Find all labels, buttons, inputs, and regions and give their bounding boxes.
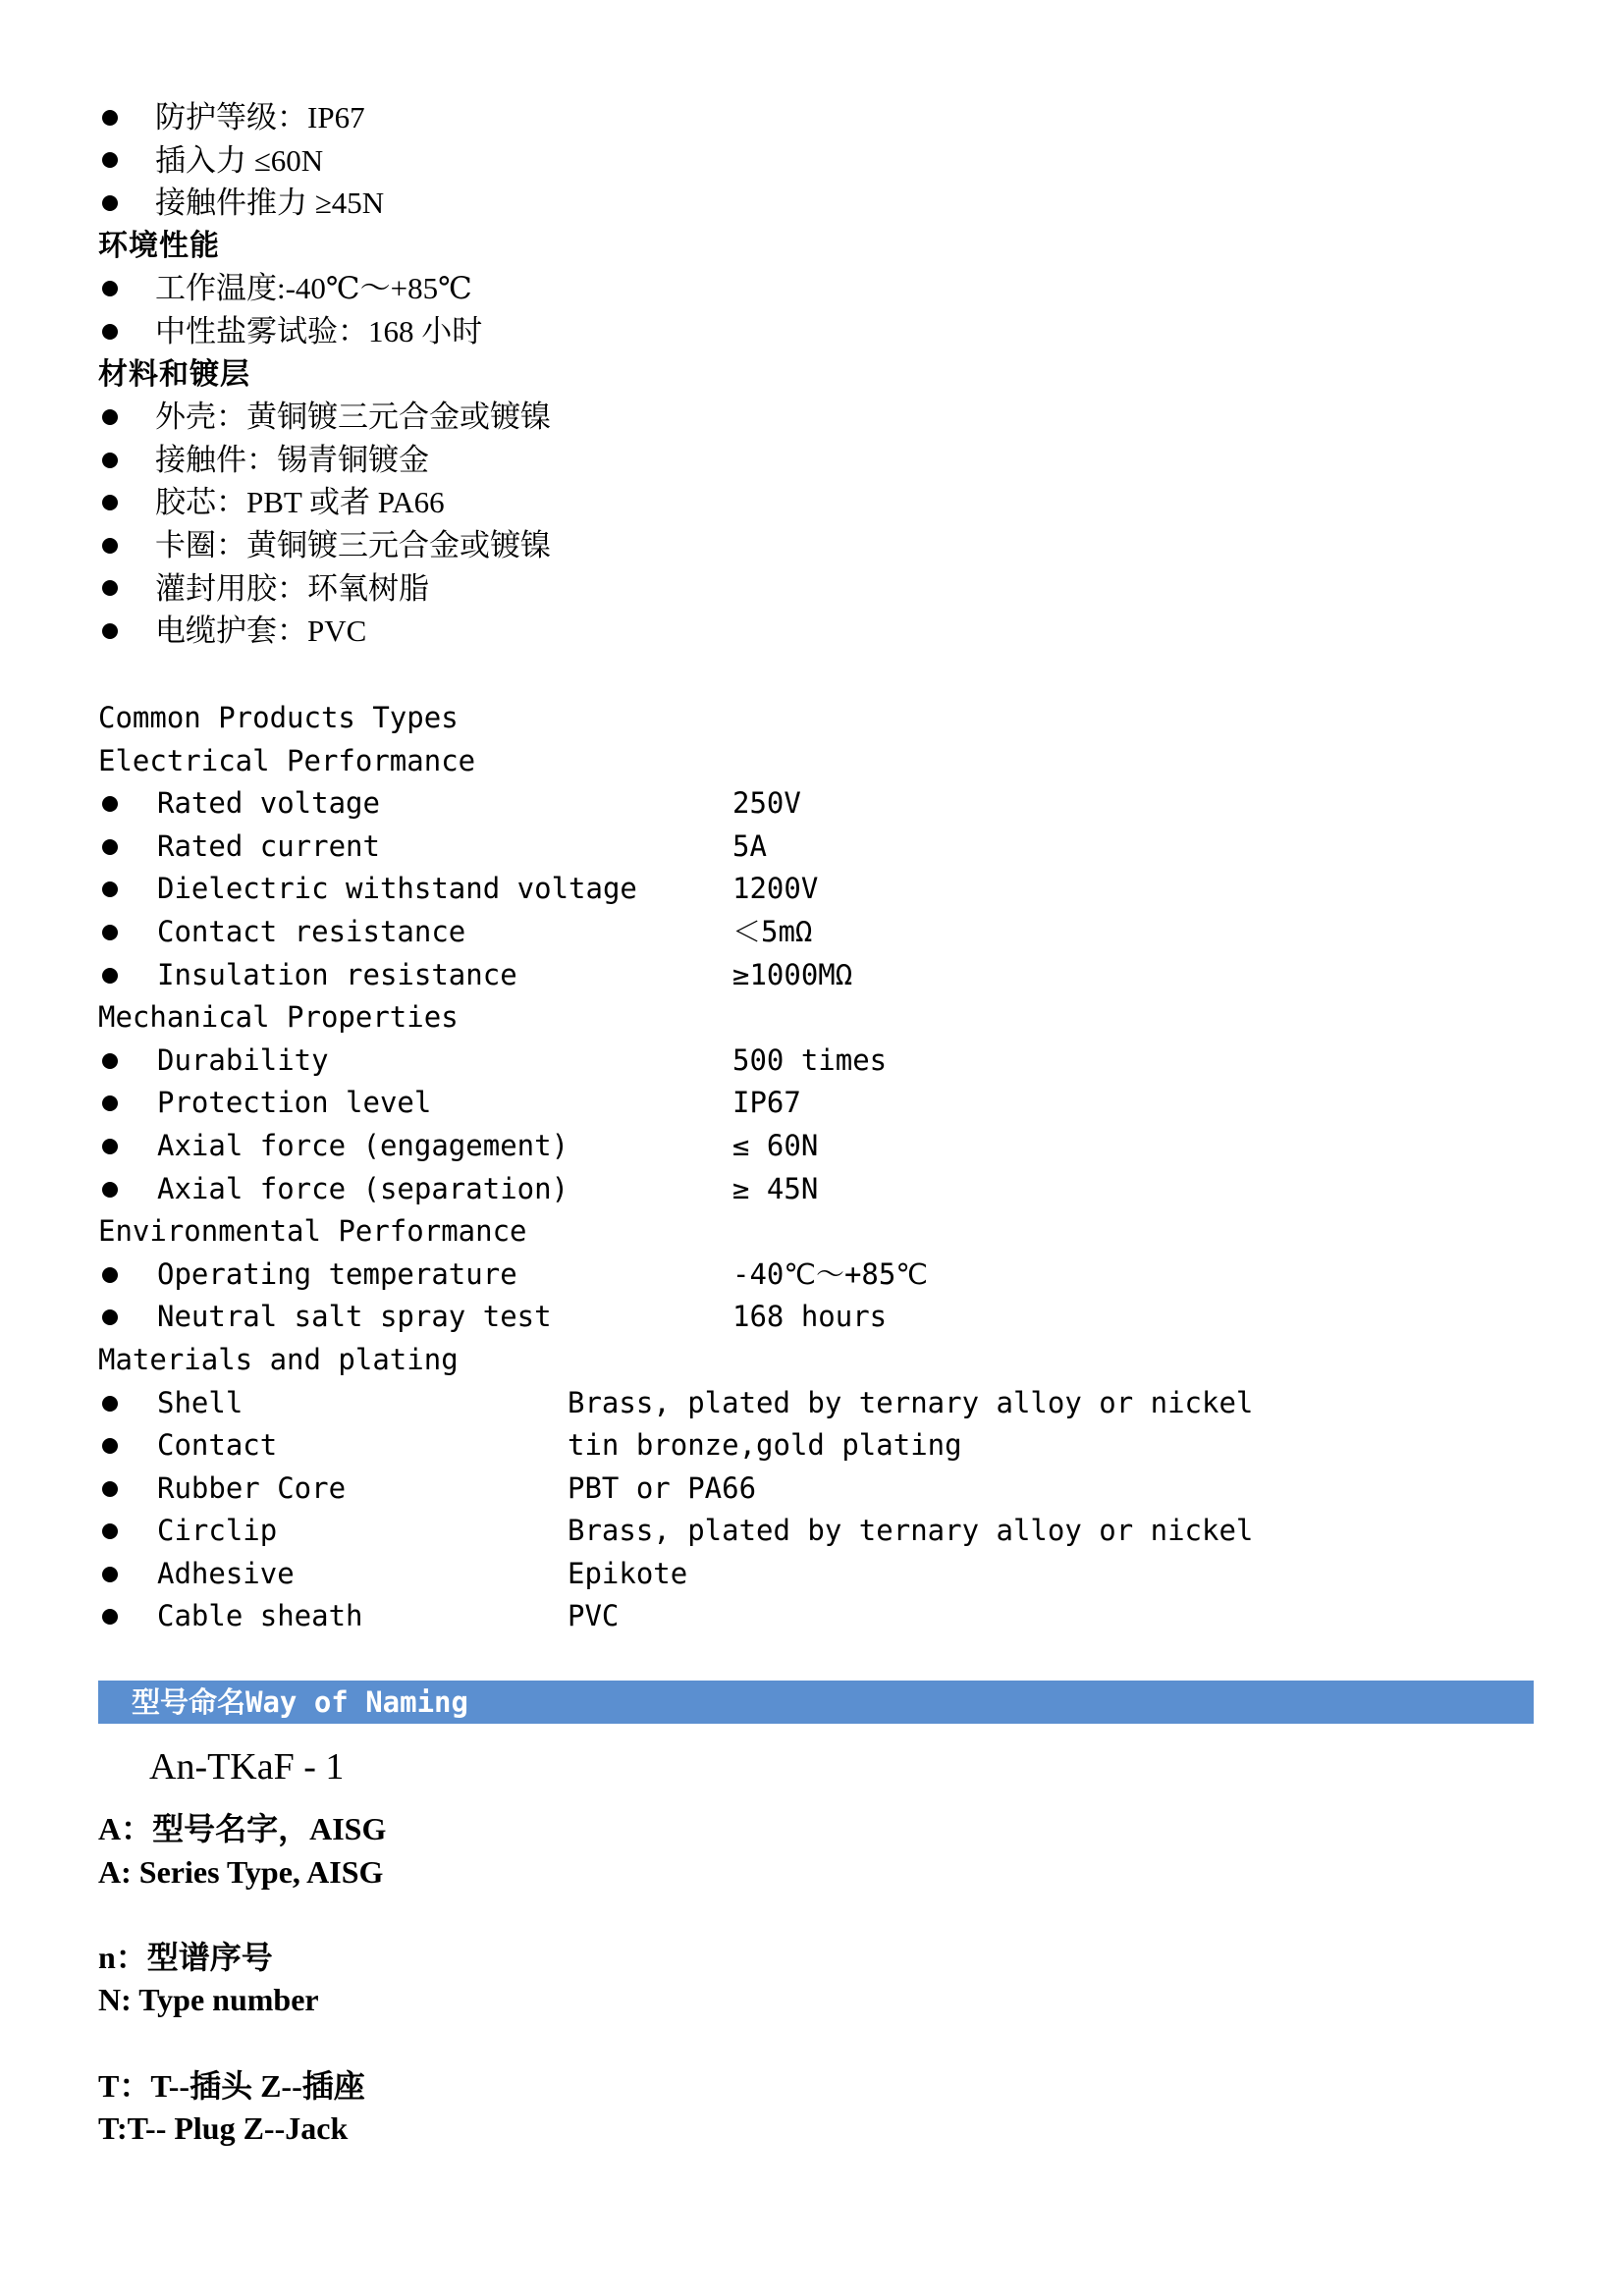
list-item: 电缆护套：PVC (98, 610, 1473, 653)
bullet-icon (102, 281, 118, 296)
bullet-icon (102, 152, 118, 168)
list-item: 胶芯：PBT 或者 PA66 (98, 481, 1473, 524)
spec-value: ≤ 60N (732, 1128, 819, 1162)
spec-label: Adhesive (157, 1556, 295, 1590)
spec-label: Operating temperature (157, 1256, 517, 1291)
list-item: 插入力 ≤60N (98, 139, 1473, 183)
spec-label: Axial force (separation) (157, 1171, 569, 1205)
spec-value: Brass, plated by ternary alloy or nickel (568, 1514, 1254, 1548)
spec-value: Epikote (568, 1556, 688, 1590)
spec-row (98, 1082, 1473, 1125)
section-heading-materials: Materials and plating (98, 1342, 459, 1376)
list-item: 卡圈：黄铜镀三元合金或镀镍 (98, 524, 1473, 567)
spec-value: 250V (732, 786, 801, 821)
bullet-icon (102, 968, 118, 984)
bullet-icon (102, 195, 118, 211)
bullet-icon (102, 881, 118, 897)
list-item: 外壳：黄铜镀三元合金或镀镍 (98, 396, 1473, 439)
spec-label: Dielectric withstand voltage (157, 872, 637, 906)
section-heading-materials-cn: 材料和镀层 (98, 356, 250, 392)
list-item: 防护等级：IP67 (98, 96, 1473, 139)
spec-row (98, 1468, 1473, 1511)
naming-key-list (98, 1808, 1473, 2151)
spec-value: IP67 (732, 1086, 801, 1120)
list-item: 接触件：锡青铜镀金 (98, 439, 1473, 482)
bullet-icon (102, 839, 118, 855)
model-code: An-TKaF - 1 (149, 1746, 345, 1788)
spec-label: Axial force (engagement) (157, 1128, 569, 1162)
spec-value: 168 hours (732, 1300, 888, 1334)
spec-value: 5A (732, 828, 767, 863)
bullet-icon (102, 1095, 118, 1111)
spec-row (98, 868, 1473, 911)
list-item: 接触件推力 ≥45N (98, 182, 1473, 225)
spec-row (98, 1595, 1473, 1638)
bullet-icon (102, 110, 118, 126)
spec-value: PBT or PA66 (568, 1470, 757, 1505)
spec-label: Cable sheath (157, 1599, 363, 1633)
spec-label: Rubber Core (157, 1470, 347, 1505)
spec-value: ≥1000MΩ (732, 957, 853, 991)
bullet-icon (102, 1438, 118, 1454)
bullet-icon (102, 1396, 118, 1412)
spec-value: tin bronze,gold plating (568, 1428, 962, 1463)
bullet-icon (102, 1139, 118, 1154)
spec-label: Shell (157, 1385, 244, 1419)
bullet-icon (102, 453, 118, 468)
bullet-icon (102, 1481, 118, 1497)
naming-key-cn: n：型谱序号 (98, 1939, 273, 1975)
spec-label: Durability (157, 1042, 329, 1077)
spec-label: Rated current (157, 828, 380, 863)
naming-key-cn: T：T--插头 Z--插座 (98, 2067, 365, 2104)
naming-section-title: 型号命名Way of Naming (132, 1685, 468, 1719)
chinese-spec-section (98, 96, 1473, 653)
spec-row (98, 911, 1473, 954)
section-heading-environment-cn: 环境性能 (98, 228, 220, 263)
spec-row (98, 826, 1473, 869)
naming-key-en: N: Type number (98, 1982, 319, 2018)
spec-label: Contact resistance (157, 914, 466, 948)
spec-label: Protection level (157, 1086, 432, 1120)
spec-label: Rated voltage (157, 786, 380, 821)
bullet-icon (102, 623, 118, 639)
spec-label: Neutral salt spray test (157, 1300, 552, 1334)
spec-value: 1200V (732, 872, 819, 906)
spec-value: -40℃～+85℃ (732, 1256, 928, 1291)
spec-value: PVC (568, 1599, 620, 1633)
spec-row (98, 1296, 1473, 1339)
spec-row (98, 1040, 1473, 1083)
spec-row (98, 1424, 1473, 1468)
section-title: Common Products Types (98, 701, 459, 734)
naming-key-en: A: Series Type, AISG (98, 1853, 384, 1890)
bullet-icon (102, 796, 118, 812)
naming-key-en: T:T-- Plug Z--Jack (98, 2110, 349, 2147)
section-heading-mechanical: Mechanical Properties (98, 1000, 459, 1035)
spec-row (98, 1125, 1473, 1168)
bullet-icon (102, 925, 118, 940)
spec-row (98, 1168, 1473, 1211)
english-spec-section (98, 697, 1473, 1638)
spec-row (98, 1382, 1473, 1425)
list-item: 中性盐雾试验：168 小时 (98, 310, 1473, 353)
section-heading-electrical: Electrical Performance (98, 743, 476, 777)
naming-section-bar (98, 1681, 1534, 1724)
bullet-icon (102, 580, 118, 596)
spec-value: Brass, plated by ternary alloy or nickel (568, 1385, 1254, 1419)
bullet-icon (102, 324, 118, 340)
bullet-icon (102, 1523, 118, 1539)
list-item: 工作温度:-40℃～+85℃ (98, 267, 1473, 310)
bullet-icon (102, 1267, 118, 1283)
bullet-icon (102, 1567, 118, 1582)
list-item: 灌封用胶：环氧树脂 (98, 567, 1473, 611)
spec-value: ＜5mΩ (732, 914, 813, 948)
section-heading-environmental: Environmental Performance (98, 1214, 527, 1249)
bullet-icon (102, 1609, 118, 1625)
spec-row (98, 782, 1473, 826)
spec-row (98, 1553, 1473, 1596)
spec-value: ≥ 45N (732, 1171, 819, 1205)
bullet-icon (102, 495, 118, 510)
spec-label: Contact (157, 1428, 278, 1463)
spec-row (98, 1510, 1473, 1553)
spec-label: Circlip (157, 1514, 278, 1548)
bullet-icon (102, 1182, 118, 1198)
spec-value: 500 times (732, 1042, 888, 1077)
spec-row (98, 954, 1473, 997)
bullet-icon (102, 1309, 118, 1325)
bullet-icon (102, 1053, 118, 1069)
bullet-icon (102, 409, 118, 425)
spec-row (98, 1254, 1473, 1297)
naming-key-cn: A：型号名字，AISG (98, 1811, 387, 1846)
bullet-icon (102, 538, 118, 554)
spec-label: Insulation resistance (157, 957, 517, 991)
